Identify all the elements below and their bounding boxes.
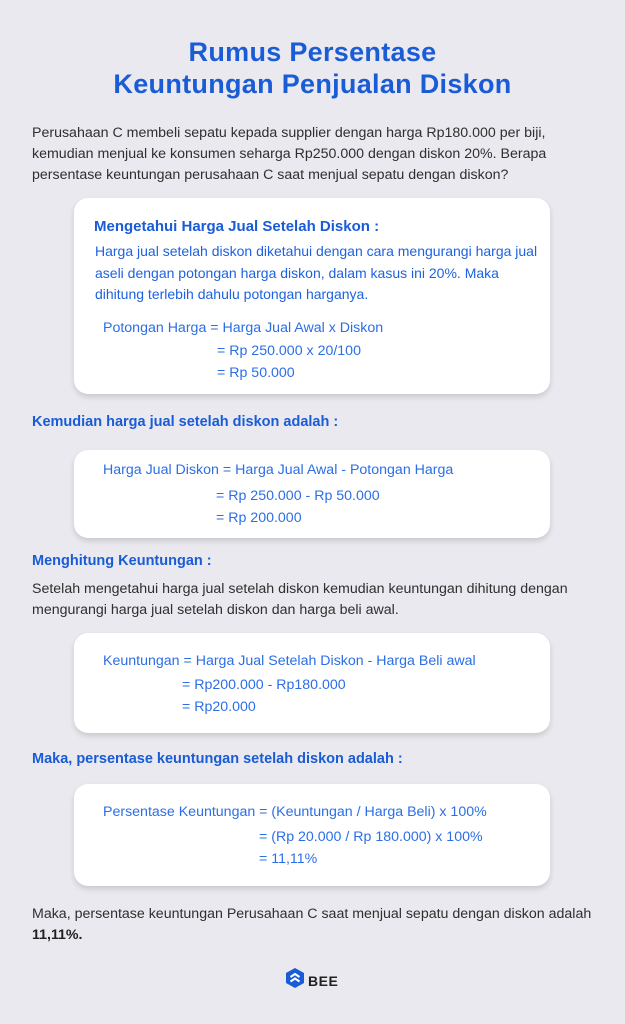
formula-line-2: = Rp 250.000 x 20/100 [217, 343, 361, 359]
formula-line-1: Harga Jual Diskon = Harga Jual Awal - Potongan Harga [103, 462, 454, 478]
title-line-1: Rumus Persentase [188, 37, 437, 67]
bee-logo [286, 968, 338, 993]
conclusion-highlight: 11,11%. [32, 927, 83, 943]
card-harga-jual-diskon [74, 450, 550, 538]
logo-text: BEE [308, 972, 339, 989]
section-heading-persentase: Maka, persentase keuntungan setelah diskon adalah : [32, 751, 403, 767]
formula-line-1: Keuntungan = Harga Jual Setelah Diskon - Harga Beli awal [103, 653, 476, 669]
formula-line-3: = 11,11% [259, 851, 318, 867]
bee-hexagon-icon [286, 968, 304, 993]
card-persentase-keuntungan [74, 784, 550, 886]
formula-line-3: = Rp 200.000 [216, 510, 302, 526]
card-description: Harga jual setelah diskon diketahui dengan cara mengurangi harga jual aseli dengan potongan harga diskon, dalam kasus ini 20%. Maka dihitung terlebih dahulu potongan harganya. [95, 243, 538, 302]
card-potongan-harga [74, 198, 550, 394]
formula-line-2: = Rp200.000 - Rp180.000 [182, 677, 346, 693]
intro-paragraph: Perusahaan C membeli sepatu kepada supplier dengan harga Rp180.000 per biji, kemudian menjual ke konsumen seharga Rp250.000 dengan diskon 20%. Berapa persentase keuntungan perusahaan C saat menjual sepatu dengan diskon? [32, 125, 547, 183]
card-keuntungan [74, 633, 550, 733]
formula-line-3: = Rp 50.000 [217, 365, 295, 381]
page-title [0, 36, 625, 100]
formula-line-1: Potongan Harga = Harga Jual Awal x Diskon [103, 320, 384, 336]
card-heading: Mengetahui Harga Jual Setelah Diskon : [94, 218, 380, 235]
section-paragraph: Setelah mengetahui harga jual setelah diskon kemudian keuntungan dihitung dengan mengurangi harga jual setelah diskon dan harga beli awal. [32, 581, 568, 618]
formula-line-3: = Rp20.000 [182, 699, 256, 715]
section-heading-menghitung-keuntungan: Menghitung Keuntungan : [32, 553, 212, 569]
formula-line-2: = Rp 250.000 - Rp 50.000 [216, 488, 380, 504]
section-heading-harga-jual-diskon: Kemudian harga jual setelah diskon adalah : [32, 414, 339, 430]
conclusion-text: Maka, persentase keuntungan Perusahaan C saat menjual sepatu dengan diskon adalah [32, 906, 592, 922]
formula-line-2: = (Rp 20.000 / Rp 180.000) x 100% [259, 829, 483, 845]
conclusion-paragraph [32, 904, 602, 946]
title-line-2: Keuntungan Penjualan Diskon [113, 69, 512, 99]
formula-line-1: Persentase Keuntungan = (Keuntungan / Harga Beli) x 100% [103, 804, 487, 820]
